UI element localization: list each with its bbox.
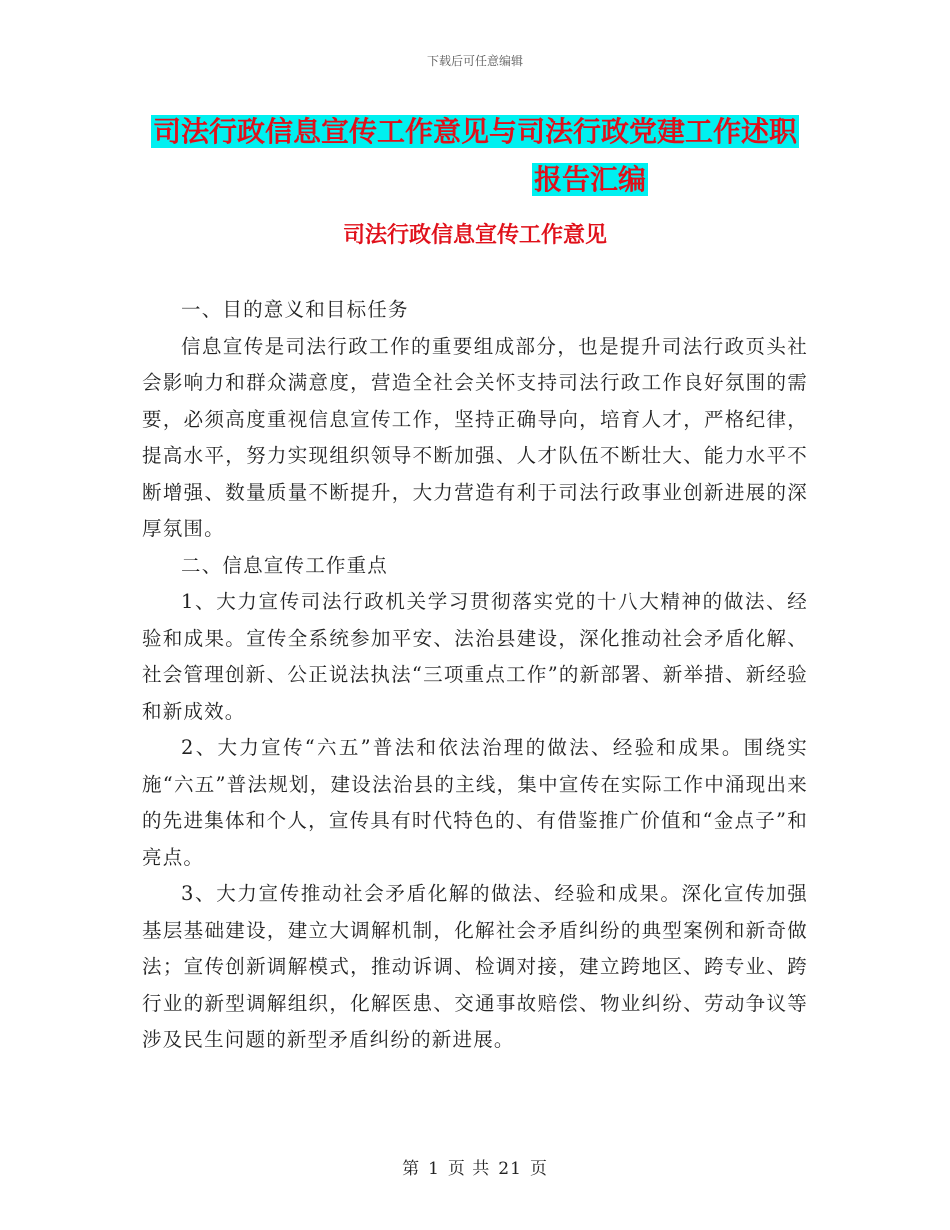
paragraph-heading-2: 二、信息宣传工作重点 [181, 553, 389, 577]
paragraph-heading-1: 一、目的意义和目标任务 [181, 298, 409, 321]
footer-middle: 页 共 [447, 1159, 491, 1179]
paragraph: 信息宣传是司法行政工作的重要组成部分，也是提升司法行政页头社会影响力和群众满意度，营造全社会关怀支持司法行政工作良好氛围的需要，必须高度重视信息宣传工作，坚持正确导向，培育人才，严格纪律，提高水平，努力实现组织领导不断加强、人才队伍不断壮大、能力水平不断增强、数量质量不断提升，大力营造有利于司法行政事业创新进展的深厚氛围。 [142, 334, 808, 540]
page-header-note: 下载后可任意编辑 [426, 54, 523, 68]
section-title: 司法行政信息宣传工作意见 [342, 223, 607, 248]
document-body [142, 292, 808, 1059]
footer-total-pages: 21 [498, 1159, 522, 1179]
paragraph: 1、大力宣传司法行政机关学习贯彻落实党的十八大精神的做法、经验和成果。宣传全系统参加平安、法治县建设，深化推动社会矛盾化解、社会管理创新、公正说法执法“三项重点工作”的新部署、新举措、新经验和新成效。 [142, 590, 808, 723]
footer-suffix: 页 [529, 1159, 548, 1179]
paragraph: 2、大力宣传“六五”普法和依法治理的做法、经验和成果。围绕实施“六五”普法规划，建设法治县的主线，集中宣传在实际工作中涌现出来的先进集体和个人，宣传具有时代特色的、有借鉴推广价值和“金点子”和亮点。 [142, 736, 808, 869]
document-title-line2: 报告汇编 [533, 163, 646, 196]
paragraph: 3、大力宣传推动社会矛盾化解的做法、经验和成果。深化宣传加强基层基础建设，建立大调解机制，化解社会矛盾纠纷的典型案例和新奇做法；宣传创新调解模式，推动诉调、检调对接，建立跨地区、跨专业、跨行业的新型调解组织，化解医患、交通事故赔偿、物业纠纷、劳动争议等涉及民生问题的新型矛盾纠纷的新进展。 [142, 882, 808, 1051]
footer-page-number: 1 [428, 1159, 440, 1179]
document-title [0, 108, 950, 204]
page-footer [0, 1154, 950, 1179]
footer-prefix: 第 [402, 1159, 421, 1179]
document-title-line1: 司法行政信息宣传工作意见与司法行政党建工作述职 [152, 115, 797, 148]
